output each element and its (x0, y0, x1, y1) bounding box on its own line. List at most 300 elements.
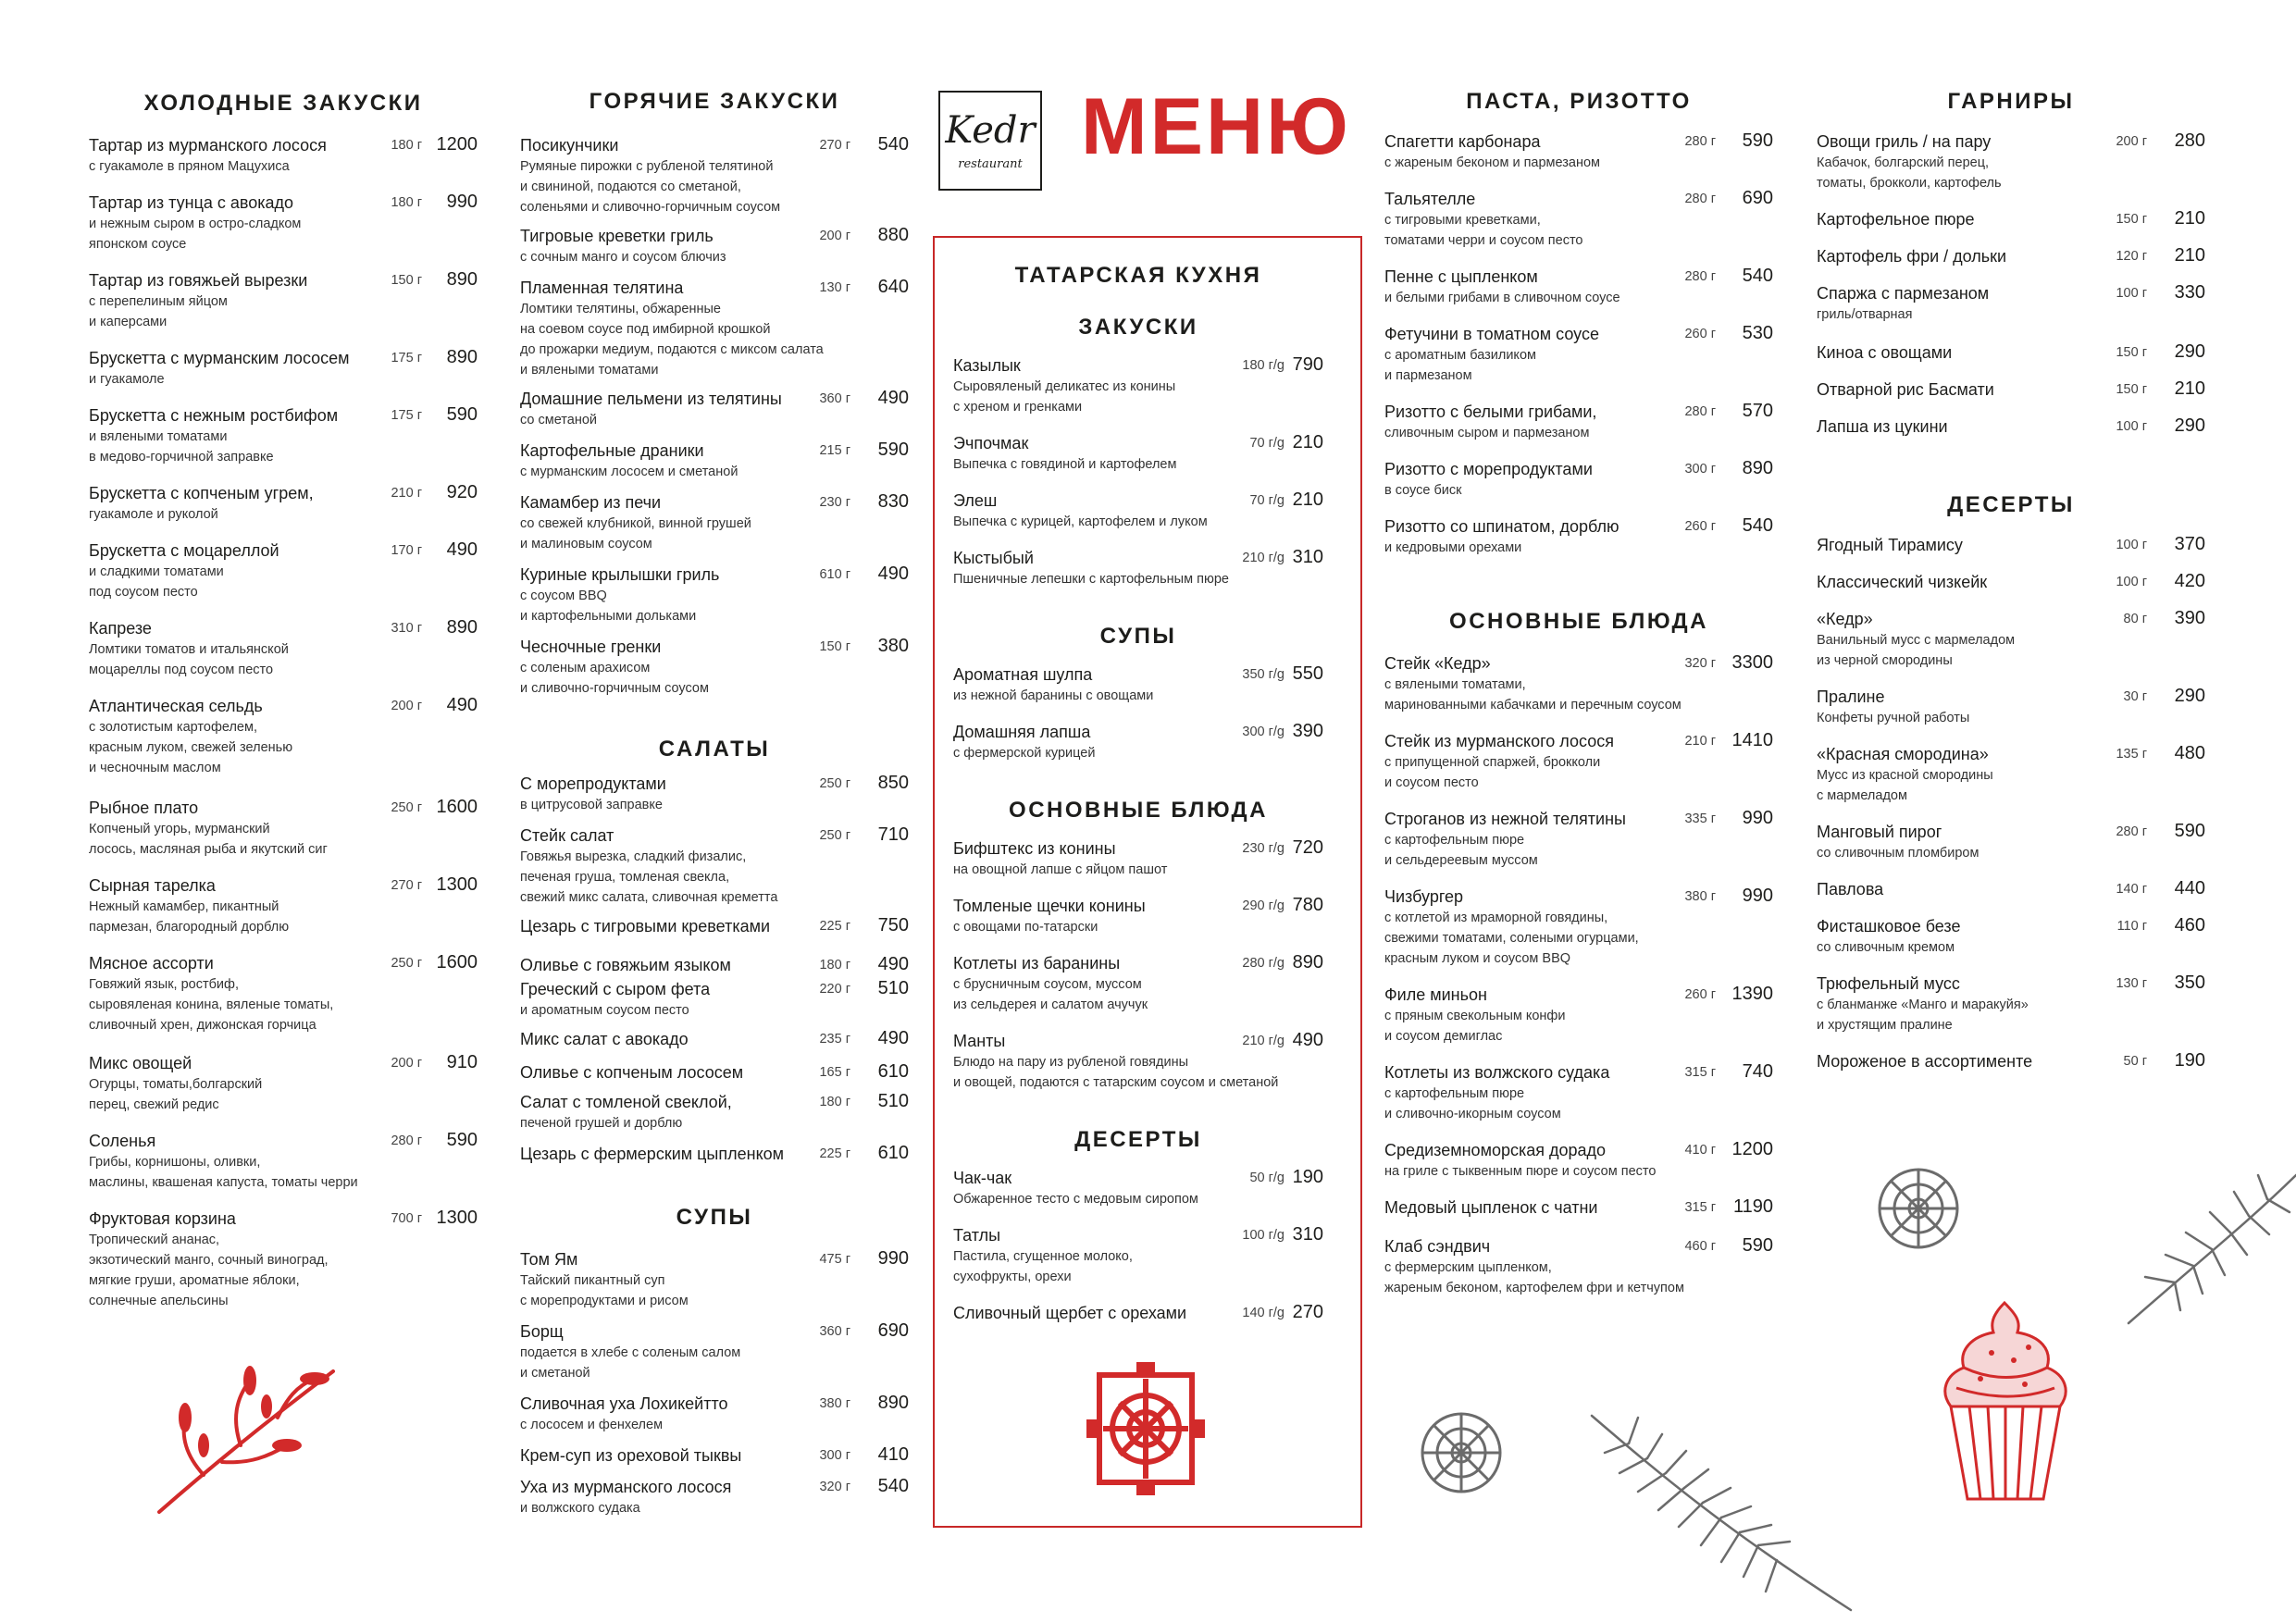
dish-price: 1390 (1731, 984, 1773, 1004)
menu-item (89, 798, 478, 860)
pine-branch-icon (1573, 1406, 1869, 1619)
dish-price: 490 (446, 695, 478, 715)
red-branch-icon (148, 1353, 342, 1519)
dish-name: Тартар из мурманского лосося (89, 136, 327, 155)
dish-price: 210 (2174, 378, 2205, 399)
menu-item (520, 226, 909, 267)
dish-description: с бланманже «Манго и маракуйя» и хрустящим пралине (1817, 997, 2029, 1033)
dish-weight: 225 г (819, 919, 850, 934)
dish-name: Соленья (89, 1132, 156, 1150)
dish-price: 590 (877, 440, 909, 460)
dish-description: сливочным сыром и пармезаном (1384, 426, 1590, 440)
dish-weight: 150 г (2116, 345, 2147, 360)
dish-weight: 320 г (819, 1480, 850, 1494)
dish-price: 310 (1292, 1224, 1323, 1245)
dish-price: 990 (446, 192, 478, 212)
dish-price: 480 (2174, 743, 2205, 763)
dish-description: Тайский пикантный суп с морепродуктами и рисом (520, 1273, 689, 1308)
dish-name: Средиземноморская дорадо (1384, 1141, 1607, 1159)
section-title-tatar-cuisine: ТАТАРСКАЯ КУХНЯ (1014, 263, 1262, 288)
dish-weight: 300 г/g (1242, 725, 1285, 739)
dish-description: и ароматным соусом песто (520, 1003, 689, 1018)
section-title-desserts: ДЕСЕРТЫ (1947, 492, 2075, 517)
dish-price: 1600 (436, 952, 478, 973)
dish-description: с брусничным соусом, муссом из сельдерея и салатом ачучук (953, 977, 1148, 1012)
dish-weight: 180 г (391, 138, 422, 153)
dish-description: со свежей клубникой, винной грушей и малиновым соусом (520, 516, 751, 551)
dish-weight: 280 г (1684, 134, 1716, 149)
dish-description: Выпечка с курицей, картофелем и луком (953, 514, 1208, 529)
dish-name: Стейк салат (520, 826, 614, 845)
dish-weight: 380 г (1684, 889, 1716, 904)
dish-price: 990 (877, 1248, 909, 1269)
section-title-tatar-desserts: ДЕСЕРТЫ (1074, 1127, 1202, 1152)
dish-name: Ягодный Тирамису (1817, 536, 1963, 554)
dish-weight: 100 г (2116, 286, 2147, 301)
dish-weight: 280 г (1684, 192, 1716, 206)
dish-name: Крем-суп из ореховой тыквы (520, 1446, 742, 1465)
menu-item (89, 483, 478, 525)
menu-item (89, 405, 478, 467)
dish-price: 210 (1292, 432, 1323, 452)
dish-description: и волжского судака (520, 1501, 640, 1516)
dish-price: 490 (877, 388, 909, 408)
menu-item (953, 433, 1323, 475)
dish-description: с котлетой из мраморной говядины, свежими томатами, солеными огурцами, красным луком и соусом BBQ (1384, 911, 1639, 966)
dish-description: с лососем и фенхелем (520, 1418, 664, 1432)
menu-item (1817, 209, 2205, 230)
menu-item (520, 979, 909, 1021)
menu-item (520, 637, 909, 699)
menu-item (1817, 744, 2205, 806)
dish-name: Брускетта с копченым угрем, (89, 484, 314, 502)
menu-item (520, 389, 909, 430)
dish-name: Кыстыбый (953, 549, 1034, 567)
dish-description: Выпечка с говядиной и картофелем (953, 457, 1177, 472)
dish-weight: 150 г (2116, 382, 2147, 397)
dish-price: 290 (2174, 415, 2205, 436)
dish-price: 290 (2174, 341, 2205, 362)
menu-item (1384, 402, 1773, 443)
dish-price: 420 (2174, 571, 2205, 591)
dish-name: Спагетти карбонара (1384, 132, 1541, 151)
dish-weight: 475 г (819, 1252, 850, 1267)
menu-item (520, 1321, 909, 1383)
dish-weight: 610 г (819, 567, 850, 582)
dish-description: с пряным свекольным конфи и соусом демиглас (1384, 1009, 1566, 1044)
dish-weight: 210 г (1684, 734, 1716, 749)
dish-weight: 250 г (391, 800, 422, 815)
dish-name: Брускетта с мурманским лососем (89, 349, 350, 367)
dish-description: с соленым арахисом и сливочно-горчичным соусом (520, 661, 709, 696)
menu-item (1384, 1236, 1773, 1298)
dish-weight: 335 г (1684, 812, 1716, 826)
dish-price: 890 (1292, 952, 1323, 973)
dish-weight: 460 г (1684, 1239, 1716, 1254)
dish-name: Лапша из цукини (1817, 417, 1948, 436)
menu-item (953, 1031, 1323, 1093)
dish-price: 590 (1742, 130, 1773, 151)
menu-item (1384, 459, 1773, 501)
menu-item (89, 875, 478, 937)
menu-item (1817, 246, 2205, 267)
dish-name: Капрезе (89, 619, 152, 638)
menu-item (1384, 189, 1773, 251)
dish-description: Копченый угорь, мурманский лосось, масляная рыба и якутский сиг (89, 822, 328, 857)
dish-description: Говяжья вырезка, сладкий физалис, печеная груша, томленая свекла, свежий микс салата, сливочная креметта (520, 849, 778, 905)
menu-title: МЕНЮ (1081, 82, 1351, 171)
dish-name: Тартар из говяжьей вырезки (89, 271, 308, 290)
dish-name: Отварной рис Басмати (1817, 380, 1994, 399)
section-title-main-dishes: ОСНОВНЫЕ БЛЮДА (1449, 609, 1708, 634)
dish-price: 1200 (1731, 1139, 1773, 1159)
dish-price: 610 (877, 1143, 909, 1163)
dish-weight: 280 г (391, 1134, 422, 1148)
menu-item (953, 1225, 1323, 1287)
dish-weight: 270 г (819, 138, 850, 153)
dish-price: 490 (877, 1028, 909, 1048)
dish-price: 890 (446, 617, 478, 638)
menu-item (89, 1053, 478, 1115)
dish-weight: 150 г (819, 639, 850, 654)
dish-price: 390 (2174, 608, 2205, 628)
dish-description: с сочным манго и соусом блючиз (520, 250, 726, 265)
dish-price: 490 (877, 564, 909, 584)
dish-price: 890 (877, 1393, 909, 1413)
dish-name: Чизбургер (1384, 887, 1464, 906)
dish-price: 440 (2174, 878, 2205, 898)
dish-weight: 180 г (819, 1095, 850, 1109)
dish-name: Павлова (1817, 880, 1884, 898)
dish-description: с тигровыми креветками, томатами черри и соусом песто (1384, 213, 1583, 248)
menu-item (1384, 1197, 1773, 1219)
dish-name: Стейк «Кедр» (1384, 654, 1491, 673)
dish-name: Пралине (1817, 688, 1885, 706)
menu-item (520, 916, 909, 937)
menu-item (1817, 283, 2205, 325)
dish-weight: 225 г (819, 1146, 850, 1161)
menu-item (520, 1062, 909, 1084)
dish-description: Сыровяленый деликатес из конины с хреном и гренками (953, 379, 1176, 415)
dish-weight: 250 г (819, 828, 850, 843)
menu-item (1384, 809, 1773, 871)
dish-description: со сливочным кремом (1817, 940, 1955, 955)
dish-name: Казылык (953, 356, 1021, 375)
section-title-sides: ГАРНИРЫ (1947, 89, 2075, 114)
menu-item (953, 722, 1323, 763)
dish-description: Ломтики томатов и итальянской моцареллы под соусом песто (89, 642, 289, 677)
dish-price: 750 (877, 915, 909, 935)
dish-name: Бифштекс из конины (953, 839, 1116, 858)
dish-weight: 80 г (2123, 612, 2147, 626)
menu-item (520, 1029, 909, 1050)
dish-price: 540 (1742, 266, 1773, 286)
menu-item (1384, 985, 1773, 1047)
dish-description: с фермерской курицей (953, 746, 1096, 761)
dish-name: Филе миньон (1384, 985, 1487, 1004)
dish-description: Ломтики телятины, обжаренные на соевом соусе под имбирной крошкой до прожарки медиум, подаются с миксом салата и вялеными томатами (520, 302, 824, 378)
menu-item (953, 355, 1323, 417)
menu-item (520, 1249, 909, 1311)
dish-name: Камамбер из печи (520, 493, 662, 512)
menu-item (1817, 131, 2205, 193)
dish-description: Кабачок, болгарский перец, томаты, брокколи, картофель (1817, 155, 2002, 191)
menu-item (1384, 131, 1773, 173)
dish-weight: 310 г (391, 621, 422, 636)
dish-name: Клаб сэндвич (1384, 1237, 1491, 1256)
menu-item (1817, 1051, 2205, 1072)
dish-weight: 140 г/g (1242, 1306, 1285, 1320)
dish-description: Пшеничные лепешки с картофельным пюре (953, 572, 1229, 587)
dish-weight: 700 г (391, 1211, 422, 1226)
dish-weight: 150 г (391, 273, 422, 288)
dish-description: с вялеными томатами, маринованными кабачками и перечным соусом (1384, 677, 1682, 712)
menu-item (953, 953, 1323, 1015)
dish-name: Картофель фри / дольки (1817, 247, 2007, 266)
dish-name: Атлантическая сельдь (89, 697, 263, 715)
dish-weight: 215 г (819, 443, 850, 458)
dish-name: Татлы (953, 1226, 1001, 1245)
dish-weight: 315 г (1684, 1065, 1716, 1080)
dish-description: подается в хлебе с соленым салом и сметаной (520, 1345, 741, 1381)
menu-item (1384, 731, 1773, 793)
dish-price: 510 (877, 978, 909, 998)
menu-item (1384, 516, 1773, 558)
dish-weight: 175 г (391, 408, 422, 423)
dish-price: 910 (446, 1052, 478, 1072)
menu-item (520, 1445, 909, 1467)
dish-price: 1300 (436, 874, 478, 895)
menu-item (953, 838, 1323, 880)
dish-name: Тальятелле (1384, 190, 1476, 208)
dish-price: 690 (1742, 188, 1773, 208)
dish-price: 830 (877, 491, 909, 512)
dish-name: Ризотто с морепродуктами (1384, 460, 1593, 478)
dish-description: и кедровыми орехами (1384, 540, 1522, 555)
menu-item (1817, 342, 2205, 364)
dish-price: 370 (2174, 534, 2205, 554)
dish-price: 710 (877, 824, 909, 845)
dish-description: со сметаной (520, 413, 598, 427)
dish-weight: 180 г (391, 195, 422, 210)
menu-item (953, 664, 1323, 706)
dish-name: Цезарь с фермерским цыпленком (520, 1145, 785, 1163)
menu-item (1817, 609, 2205, 671)
dish-price: 190 (1292, 1167, 1323, 1187)
dish-description: в соусе биск (1384, 483, 1462, 498)
tatar-ornament-icon (1085, 1360, 1207, 1497)
dish-name: Сливочный щербет с орехами (953, 1304, 1187, 1322)
dish-weight: 260 г (1684, 327, 1716, 341)
dish-description: с гуакамоле в пряном Мацухиса (89, 159, 290, 174)
menu-item (1817, 379, 2205, 401)
dish-price: 460 (2174, 915, 2205, 935)
pine-branch-icon (2119, 1157, 2296, 1351)
dish-description: Огурцы, томаты,болгарский перец, свежий редис (89, 1077, 263, 1112)
menu-item (1384, 653, 1773, 715)
dish-price: 890 (446, 269, 478, 290)
dish-price: 1190 (1732, 1196, 1773, 1217)
dish-weight: 320 г (1684, 656, 1716, 671)
dish-name: Тигровые креветки гриль (520, 227, 714, 245)
dish-name: Брускетта с нежным ростбифом (89, 406, 339, 425)
dish-name: Классический чизкейк (1817, 573, 1988, 591)
dish-weight: 235 г (819, 1032, 850, 1047)
dish-name: Борщ (520, 1322, 564, 1341)
dish-weight: 30 г (2123, 689, 2147, 704)
dish-weight: 380 г (819, 1396, 850, 1411)
menu-item (1817, 687, 2205, 728)
dish-description: печеной грушей и дорблю (520, 1116, 683, 1131)
dish-weight: 210 г/g (1242, 1034, 1285, 1048)
dish-description: Тропический ананас, экзотический манго, сочный виноград, мягкие груши, ароматные яблоки, солнечные апельсины (89, 1233, 329, 1308)
dish-price: 330 (2174, 282, 2205, 303)
menu-item (520, 492, 909, 554)
dish-description: с золотистым картофелем, красным луком, свежей зеленью и чесночным маслом (89, 720, 293, 775)
dish-name: Домашняя лапша (953, 723, 1091, 741)
dish-price: 570 (1742, 401, 1773, 421)
dish-price: 610 (877, 1061, 909, 1082)
dish-price: 590 (446, 1130, 478, 1150)
dish-name: Киноа с овощами (1817, 343, 1953, 362)
menu-item (89, 1131, 478, 1193)
dish-weight: 260 г (1684, 519, 1716, 534)
dish-name: Картофельное пюре (1817, 210, 1975, 229)
dish-name: Овощи гриль / на пару (1817, 132, 1992, 151)
dish-weight: 200 г (391, 1056, 422, 1071)
dish-price: 890 (446, 347, 478, 367)
dish-description: на овощной лапше с яйцом пашот (953, 862, 1168, 877)
dish-description: и белыми грибами в сливочном соусе (1384, 291, 1620, 305)
menu-item (89, 135, 478, 177)
dish-description: и гуакамоле (89, 372, 165, 387)
section-title-tatar-mains: ОСНОВНЫЕ БЛЮДА (1009, 798, 1268, 823)
menu-item (520, 774, 909, 815)
menu-item (1384, 1062, 1773, 1124)
logo-subtitle: restaurant (958, 157, 1023, 171)
dish-weight: 135 г (2116, 747, 2147, 762)
dish-weight: 175 г (391, 351, 422, 365)
dish-name: Чак-чак (953, 1169, 1012, 1187)
dish-weight: 210 г (391, 486, 422, 501)
dish-name: Сырная тарелка (89, 876, 216, 895)
dish-price: 1300 (436, 1208, 478, 1228)
dish-description: с картофельным пюре и сельдереевым муссом (1384, 833, 1538, 868)
dish-weight: 290 г/g (1242, 898, 1285, 913)
dish-weight: 100 г (2116, 419, 2147, 434)
dish-name: Оливье с копченым лососем (520, 1063, 744, 1082)
dish-description: Пастила, сгущенное молоко, сухофрукты, орехи (953, 1249, 1133, 1284)
dish-price: 890 (1742, 458, 1773, 478)
dish-name: Уха из мурманского лосося (520, 1478, 732, 1496)
dish-name: Микс салат с авокадо (520, 1030, 689, 1048)
menu-item (520, 825, 909, 908)
dish-name: Манты (953, 1032, 1006, 1050)
dish-price: 1410 (1731, 730, 1773, 750)
dish-name: Трюфельный мусс (1817, 974, 1960, 993)
dish-name: Фетучини в томатном соусе (1384, 325, 1599, 343)
dish-name: Стейк из мурманского лосося (1384, 732, 1614, 750)
dish-name: Ризотто с белыми грибами, (1384, 403, 1597, 421)
dish-price: 690 (877, 1320, 909, 1341)
dish-weight: 200 г (2116, 134, 2147, 149)
dish-weight: 230 г (819, 495, 850, 510)
dish-weight: 110 г (2116, 919, 2147, 934)
dish-name: Рыбное плато (89, 799, 199, 817)
dish-price: 280 (2174, 130, 2205, 151)
dish-name: Фруктовая корзина (89, 1209, 236, 1228)
dish-weight: 200 г (819, 229, 850, 243)
dish-price: 590 (446, 404, 478, 425)
dish-description: гриль/отварная (1817, 307, 1913, 322)
dish-weight: 280 г (1684, 269, 1716, 284)
dish-description: и вялеными томатами в медово-горчичной заправке (89, 429, 274, 465)
dish-price: 530 (1742, 323, 1773, 343)
menu-item (520, 1144, 909, 1165)
dish-name: Медовый цыпленок с чатни (1384, 1198, 1598, 1217)
dish-description: с фермерским цыпленком, жареным беконом, картофелем фри и кетчупом (1384, 1260, 1684, 1295)
dish-price: 310 (1292, 547, 1323, 567)
dish-weight: 280 г (2116, 824, 2147, 839)
dish-name: Салат с томленой свеклой, (520, 1093, 732, 1111)
dish-name: Греческий с сыром фета (520, 980, 711, 998)
dish-name: Брускетта с моцареллой (89, 541, 279, 560)
menu-item (520, 1394, 909, 1435)
menu-item (89, 953, 478, 1035)
dish-weight: 70 г/g (1249, 493, 1285, 508)
dish-weight: 210 г/g (1242, 551, 1285, 565)
dish-description: Нежный камамбер, пикантный пармезан, благородный дорблю (89, 899, 290, 935)
dish-price: 1600 (436, 797, 478, 817)
menu-item (89, 696, 478, 778)
dish-price: 410 (877, 1444, 909, 1465)
dish-weight: 140 г (2116, 882, 2147, 897)
kedr-logo-icon (938, 91, 1042, 191)
dish-description: с картофельным пюре и сливочно-икорным соусом (1384, 1086, 1561, 1121)
dish-name: Котлеты из баранины (953, 954, 1121, 973)
dish-price: 640 (877, 277, 909, 297)
dish-description: Румяные пирожки с рубленой телятиной и свининой, подаются со сметаной, соленьями и сливочно-горчичным соусом (520, 159, 781, 215)
dish-description: Обжаренное тесто с медовым сиропом (953, 1192, 1198, 1207)
dish-name: Мясное ассорти (89, 954, 214, 973)
dish-name: Строганов из нежной телятины (1384, 810, 1626, 828)
pine-cone-icon (1868, 1162, 1969, 1255)
cupcake-icon (1936, 1295, 2075, 1508)
dish-price: 720 (1292, 837, 1323, 858)
dish-weight: 280 г/g (1242, 956, 1285, 971)
dish-description: Конфеты ручной работы (1817, 711, 1970, 725)
dish-description: с мурманским лососем и сметаной (520, 465, 738, 479)
dish-price: 490 (877, 954, 909, 974)
dish-name: Пламенная телятина (520, 279, 684, 297)
dish-description: гуакамоле и руколой (89, 507, 218, 522)
dish-weight: 260 г (1684, 987, 1716, 1002)
dish-description: Мусс из красной смородины с мармеладом (1817, 768, 1993, 803)
dish-price: 380 (877, 636, 909, 656)
dish-weight: 315 г (1684, 1200, 1716, 1215)
dish-price: 790 (1292, 354, 1323, 375)
menu-item (520, 278, 909, 380)
dish-price: 390 (1292, 721, 1323, 741)
menu-item (953, 1303, 1323, 1324)
dish-weight: 100 г (2116, 575, 2147, 589)
dish-name: Ризотто со шпинатом, дорблю (1384, 517, 1620, 536)
menu-item (89, 1208, 478, 1311)
dish-price: 990 (1742, 808, 1773, 828)
dish-name: Эчпочмак (953, 434, 1029, 452)
dish-description: Говяжий язык, ростбиф, сыровяленая конина, вяленые томаты, сливочный хрен, дижонская горчица (89, 977, 334, 1033)
dish-name: Ароматная шулпа (953, 665, 1093, 684)
